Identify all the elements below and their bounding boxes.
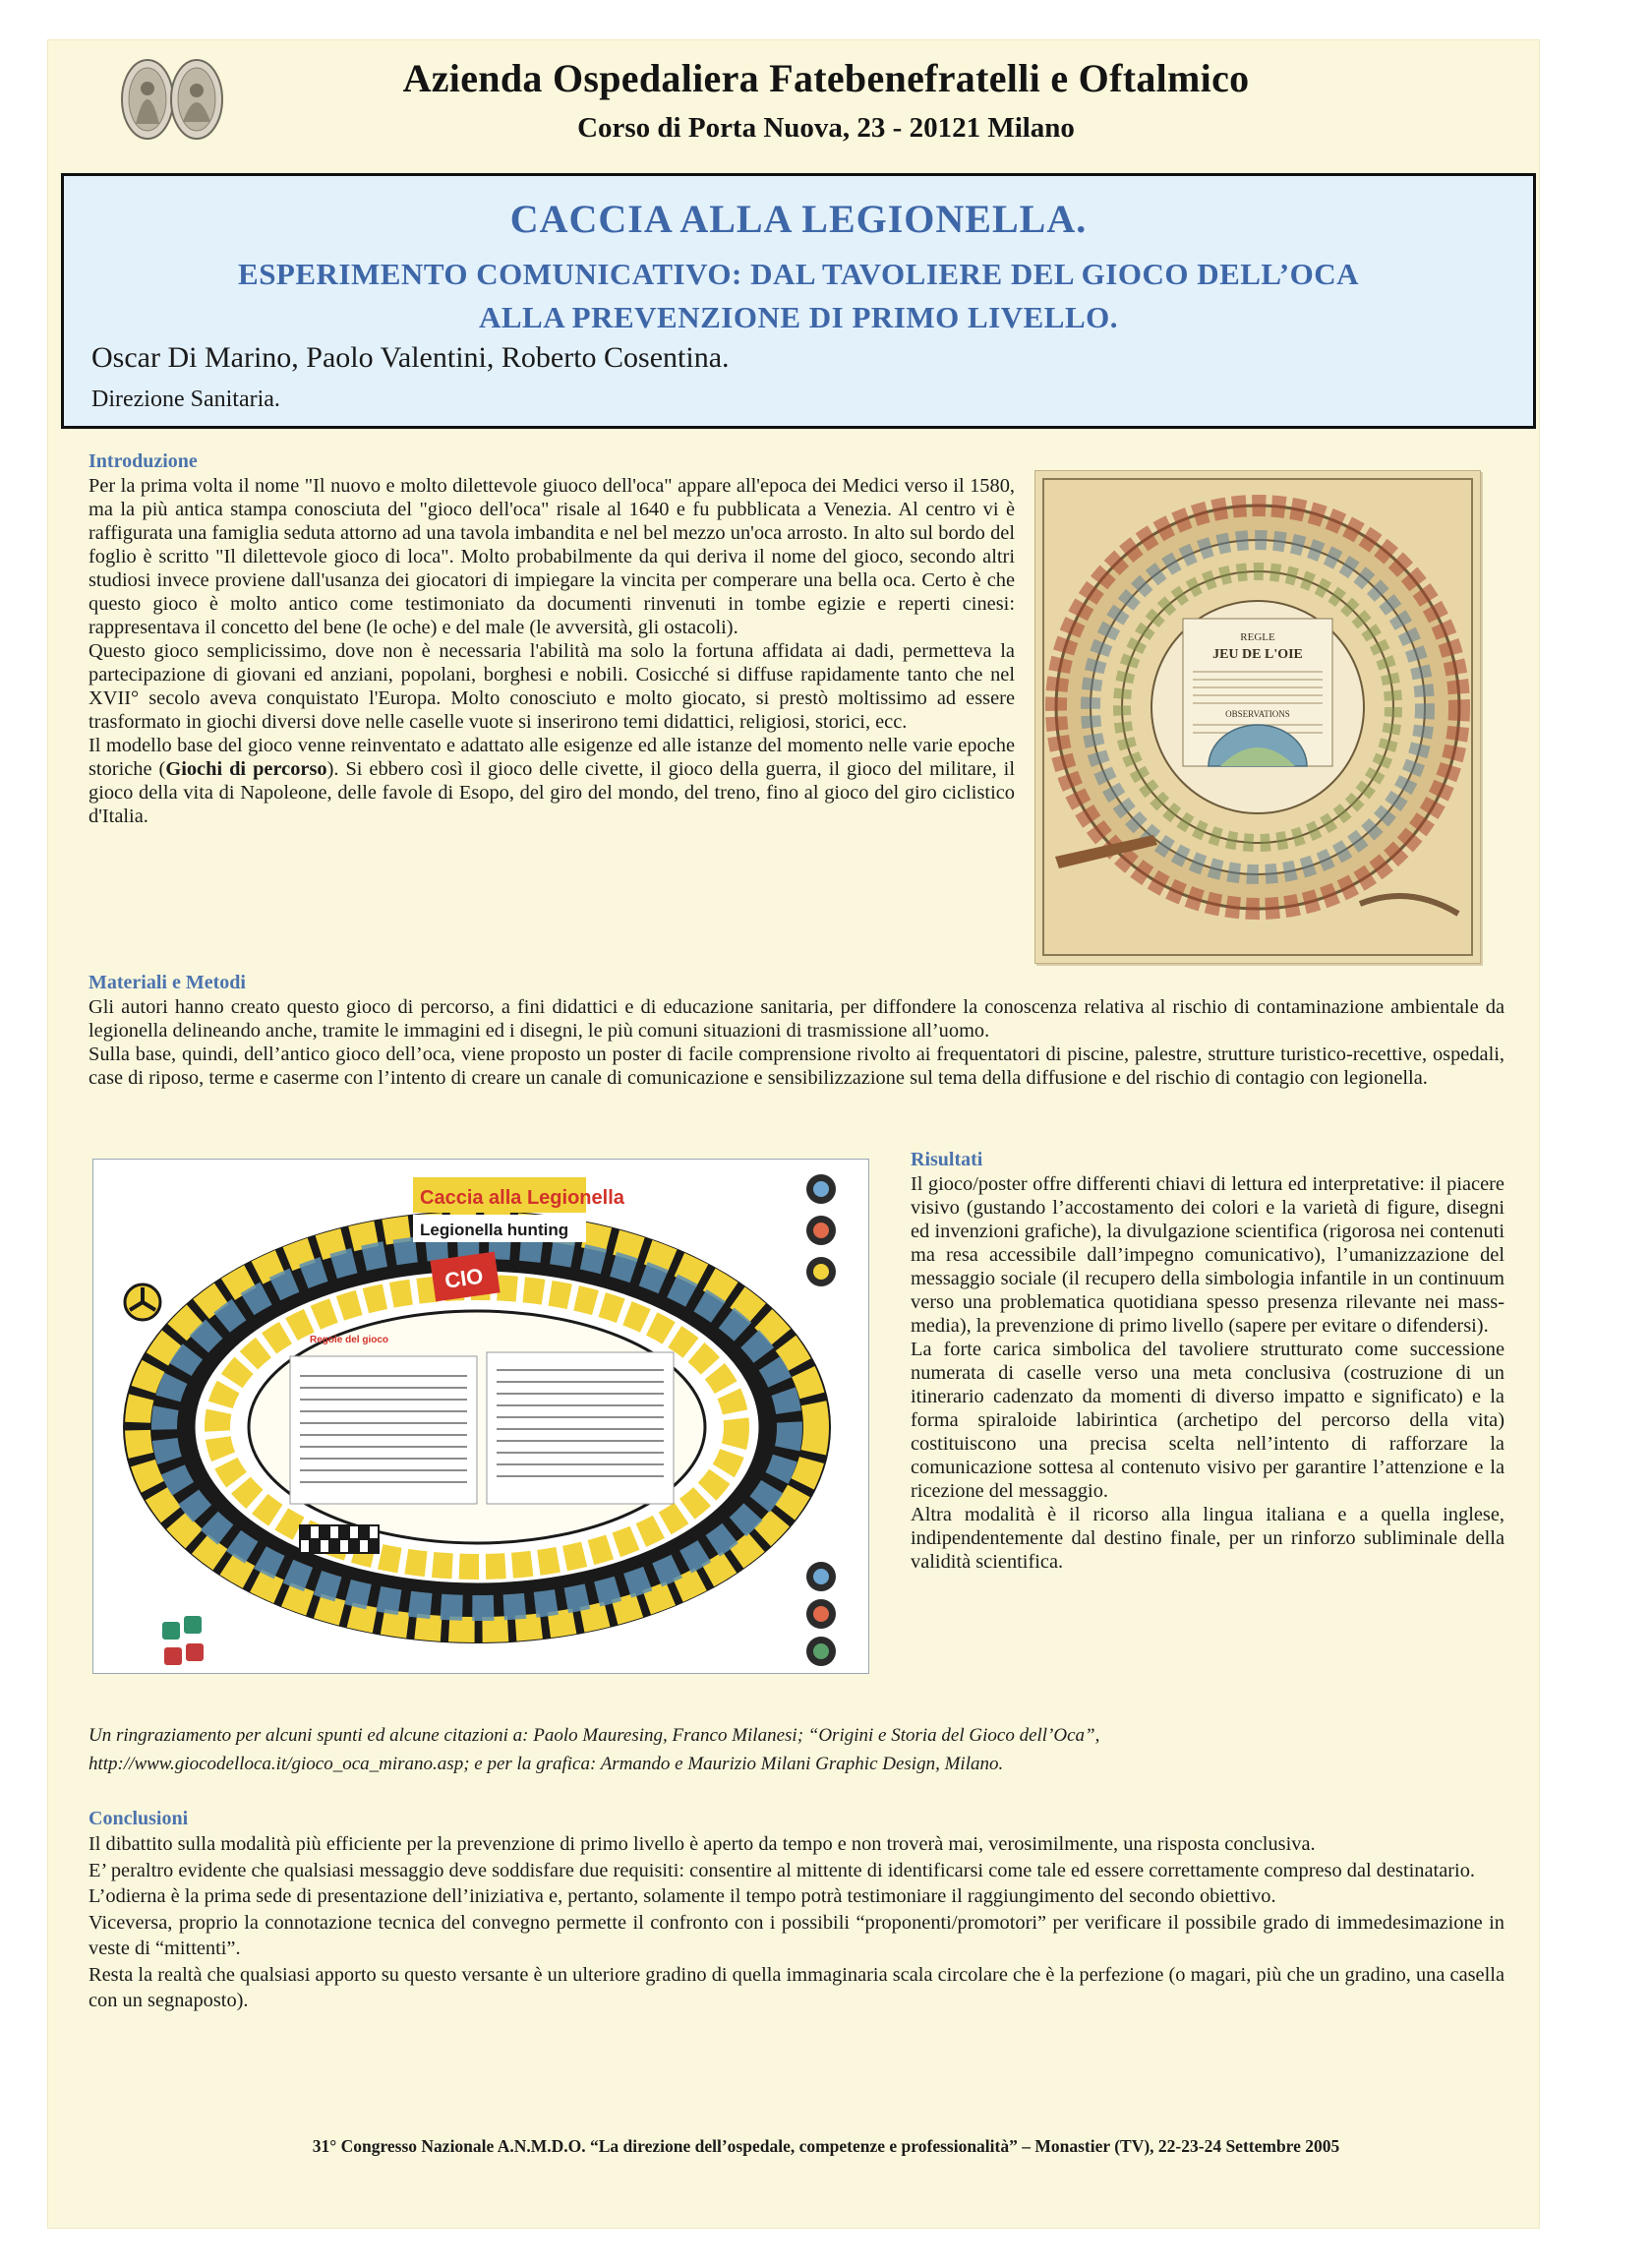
results-paragraph-2: La forte carica simbolica del tavoliere strutturato come successione numerata di caselle verso una meta conclusiva (costruzione di un itinerario cadenzato da momenti di diverso impatto e significato) e la forma spiraloide labirintica (archetipo del percorso della vita) costituiscono una precisa scelta nell’intento di rafforzare la comunicazione sottesa al contenuto visivo per garantire l’attenzione e la ricezione del messaggio. <box>911 1339 1504 1502</box>
organization-title: Azienda Ospedaliera Fatebenefratelli e Oftalmico <box>402 56 1250 100</box>
conclusions-paragraph-2: E’ peraltro evidente che qualsiasi messaggio deve soddisfare due requisiti: consentire al mittente di identificarsi come tale ed essere correttamente compreso dal destinatario. <box>88 1859 1476 1881</box>
acknowledgement-line-2: http://www.giocodelloca.it/gioco_oca_mirano.asp; e per la grafica: Armando e Maurizio Milani Graphic Design, Milano. <box>88 1754 1004 1774</box>
results-paragraph-1: Il gioco/poster offre differenti chiavi di lettura ed interpretative: il piacere visivo (gustando l’accostamento dei colori e la varietà di figure, disegni ed invenzioni grafiche), la divulgazione scientifica (rigorosa nei contenuti ma resa accessibile dall’impegno comunicativo), l’umanizzazione del messaggio sociale (il recupero della simbologia infantile in un continuum verso una problematica quotidiana spesso presenza rilevante nei mass-media), la prevenzione di primo livello (sapere per evitare o difendersi). <box>911 1173 1504 1337</box>
results-text <box>911 1172 1504 1574</box>
poster-title: CACCIA ALLA LEGIONELLA. <box>509 197 1088 241</box>
methods-paragraph-1: Gli autori hanno creato questo gioco di percorso, a fini didattici e di educazione sanitaria, per diffondere la conoscenza relativa al rischio di contaminazione ambientale da legionella delineando anche, tramite le immagini ed i disegni, le più comuni situazioni di trasmissione all’uomo. <box>88 996 1504 1042</box>
conclusions-text <box>88 1831 1504 2014</box>
conclusions-paragraph-1: Il dibattito sulla modalità più efficiente per la prevenzione di primo livello è aperto da tempo e non troverà mai, verosimilmente, una risposta conclusiva. <box>88 1833 1316 1855</box>
title-box <box>61 173 1536 429</box>
intro-p3-start: Il modello base del gioco venne reinventato e adattato alle esigenze ed alle istanze del momento nelle varie epoche storiche ( <box>88 735 1015 780</box>
methods-text <box>88 995 1504 1090</box>
intro-text <box>88 474 1015 828</box>
intro-p3-end: ). Si ebbero così il gioco delle civette, il gioco della guerra, il gioco del militare, il gioco della vita di Napoleone, delle favole di Esopo, del giro del mondo, del treno, fino al gioco del giro ciclistico d'Italia. <box>88 758 1015 827</box>
intro-paragraph-3 <box>88 734 1015 828</box>
authors: Oscar Di Marino, Paolo Valentini, Roberto Cosentina. <box>91 341 730 374</box>
board-it-rules-label: Regole del gioco <box>310 1335 389 1345</box>
subtitle-line-2: ALLA PREVENZIONE DI PRIMO LIVELLO. <box>478 300 1119 334</box>
board-it-subtitle: Legionella hunting <box>420 1221 569 1239</box>
caccia-alla-legionella-board-image <box>92 1159 869 1674</box>
board-fr-label-title: JEU DE L'OIE <box>1212 647 1303 662</box>
organization-address: Corso di Porta Nuova, 23 - 20121 Milano <box>577 112 1075 144</box>
subtitle-line-1: ESPERIMENTO COMUNICATIVO: DAL TAVOLIERE DEL GIOCO DELL’OCA <box>238 257 1359 291</box>
conclusions-paragraph-5: Resta la realtà che qualsiasi apporto su questo versante è un ulteriore gradino di quella immaginaria scala circolare che è la perfezione (o magari, più che un gradino, una casella con un segnaposto). <box>88 1963 1504 2011</box>
affiliation: Direzione Sanitaria. <box>91 387 280 412</box>
methods-heading: Materiali e Metodi <box>88 972 246 993</box>
congress-footer: 31° Congresso Nazionale A.N.M.D.O. “La direzione dell’ospedale, competenze e professionalità” – Monastier (TV), 22-23-24 Settembre 2005 <box>312 2136 1340 2156</box>
conclusions-heading: Conclusioni <box>88 1808 189 1829</box>
jeu-de-l-oie-board-image <box>1034 470 1481 964</box>
intro-paragraph-2: Questo gioco semplicissimo, dove non è necessaria l'abilità ma solo la fortuna affidata ai dadi, permetteva la partecipazione di giovani ed anziani, popolani, borghesi e nobili. Cosicché si diffuse rapidamente tanto che nel XVII° secolo aveva conquistato l'Europa. Molto conosciuto e molto giocato, si prestò moltissimo ad essere trasformato in giochi diversi dove nelle caselle vuote si inserirono temi didattici, religiosi, storici, ecc. <box>88 640 1015 733</box>
intro-heading: Introduzione <box>88 450 198 472</box>
acknowledgement <box>88 1721 1504 1778</box>
board-it-center-logo: CIO <box>442 1263 485 1293</box>
poster-subtitle <box>64 253 1533 339</box>
board-fr-label-observations: OBSERVATIONS <box>1225 709 1290 719</box>
board-it-title: Caccia alla Legionella <box>420 1187 624 1209</box>
results-heading: Risultati <box>911 1149 983 1170</box>
conclusions-paragraph-3: L’odierna è la prima sede di presentazione dell’iniziativa e, pertanto, solamente il tempo potrà testimoniare il raggiungimento del secondo obiettivo. <box>88 1885 1276 1907</box>
intro-paragraph-1: Per la prima volta il nome "Il nuovo e molto dilettevole giuoco dell'oca" appare all'epoca dei Medici verso il 1580, ma la più antica stampa conosciuta del "gioco dell'oca" risale al 1640 e fu pubblicata a Venezia. Al centro vi è raffigurata una famiglia seduta attorno ad una tavola imbandita e nel bel mezzo un'oca arrosto. In alto sul bordo del foglio è scritto "Il dilettevole gioco di loca". Molto probabilmente da qui deriva il nome del gioco, secondo altri studiosi invece proviene dall'usanza dei giocatori di impiegare la vincita per comperare una bella oca. Certo è che questo gioco è molto antico come testimoniato da documenti rinvenuti in tombe egizie e reperti cinesi: rappresentava il concetto del bene (le oche) e del male (le avversità, gli ostacoli). <box>88 475 1015 638</box>
methods-paragraph-2: Sulla base, quindi, dell’antico gioco dell’oca, viene proposto un poster di facile comprensione rivolto ai frequentatori di piscine, palestre, strutture turistico-recettive, ospedali, case di riposo, terme e caserme con l’intento di creare un canale di comunicazione e sensibilizzazione sul tema della diffusione e del rischio di contagio con legionella. <box>88 1044 1504 1089</box>
intro-p3-bold: Giochi di percorso <box>165 758 327 780</box>
board-fr-label-regle: REGLE <box>1240 631 1275 643</box>
results-paragraph-3: Altra modalità è il ricorso alla lingua italiana e a quella inglese, indipendentemente dal destino finale, per un rinforzo subliminale della validità scientifica. <box>911 1504 1504 1573</box>
conclusions-paragraph-4: Viceversa, proprio la connotazione tecnica del convegno permette il confronto con i possibili “proponenti/promotori” per verificare il possibile grado di immedesimazione in veste di “mittenti”. <box>88 1911 1504 1959</box>
acknowledgement-line-1: Un ringraziamento per alcuni spunti ed alcune citazioni a: Paolo Mauresing, Franco Milanesi; “Origini e Storia del Gioco dell’Oca”, <box>88 1725 1100 1746</box>
